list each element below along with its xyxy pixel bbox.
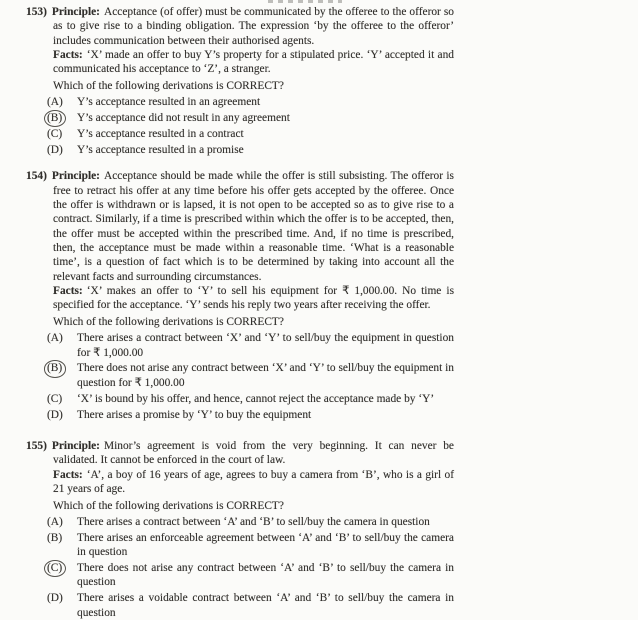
facts-label: Facts: bbox=[53, 468, 83, 481]
facts-text: ‘X’ makes an offer to ‘Y’ to sell his equipment for ₹ 1,000.00. No time is specified for the acceptance. ‘Y’ sends his reply two years after receiving the offer. bbox=[53, 285, 454, 312]
option-letter-text: (D) bbox=[47, 592, 63, 605]
option-letter bbox=[47, 95, 77, 109]
option-text: There arises a voidable contract between ‘A’ and ‘B’ to sell/buy the camera in question bbox=[77, 592, 454, 619]
option-letter bbox=[47, 591, 77, 620]
option-letter-text-circled: (B) bbox=[44, 360, 66, 377]
option-letter-text: (A) bbox=[47, 515, 63, 528]
option-row bbox=[47, 111, 454, 125]
facts-text: ‘A’, a boy of 16 years of age, agrees to buy a camera from ‘B’, who is a girl of 21 years of age. bbox=[53, 468, 454, 496]
option-row bbox=[47, 392, 454, 406]
principle-paragraph bbox=[26, 5, 454, 48]
option-letter-text: (A) bbox=[47, 332, 63, 345]
principle-text: Minor’s agreement is void from the very beginning. It can never be validated. It cannot be enforced in the court of law. bbox=[53, 440, 454, 467]
option-letter-text: (B) bbox=[47, 531, 63, 544]
option-letter bbox=[47, 361, 77, 390]
options-list bbox=[26, 515, 454, 620]
facts-paragraph bbox=[26, 468, 454, 497]
principle-label: Principle: bbox=[51, 6, 100, 18]
question-154 bbox=[26, 169, 454, 422]
scan-edge-artifact bbox=[268, 0, 342, 3]
option-text: Y’s acceptance resulted in a promise bbox=[77, 143, 244, 156]
facts-paragraph bbox=[26, 284, 454, 313]
principle-paragraph bbox=[26, 169, 454, 284]
option-letter-text: (D) bbox=[47, 408, 63, 421]
question-prompt: Which of the following derivations is CORRECT? bbox=[53, 499, 284, 512]
option-letter bbox=[47, 127, 77, 141]
principle-label: Principle: bbox=[51, 440, 100, 453]
option-letter-text: (C) bbox=[47, 128, 63, 141]
option-letter bbox=[47, 515, 77, 529]
question-prompt: Which of the following derivations is CORRECT? bbox=[53, 80, 284, 93]
option-letter-text: (D) bbox=[47, 143, 63, 156]
option-text: Y’s acceptance resulted in a contract bbox=[77, 128, 244, 141]
options-list bbox=[26, 95, 454, 157]
option-text: There does not arise any contract between ‘A’ and ‘B’ to sell/buy the camera in question bbox=[77, 562, 454, 589]
question-number: 155) bbox=[26, 440, 47, 453]
option-text: ‘X’ is bound by his offer, and hence, cannot reject the acceptance made by ‘Y’ bbox=[77, 392, 435, 405]
option-row bbox=[47, 591, 454, 620]
question-number: 153) bbox=[26, 6, 47, 18]
principle-text: Acceptance (of offer) must be communicated by the offeree to the offeror so as to give rise to a binding obligation. The expression ‘by the offeree to the offeror’ includes communication between their authorised agents. bbox=[53, 6, 454, 47]
option-row bbox=[47, 561, 454, 590]
option-letter bbox=[47, 531, 77, 560]
question-prompt: Which of the following derivations is CORRECT? bbox=[53, 316, 284, 329]
question-number: 154) bbox=[26, 170, 47, 183]
option-letter bbox=[47, 331, 77, 360]
option-text: There arises a promise by ‘Y’ to buy the equipment bbox=[77, 408, 312, 421]
option-text: There arises a contract between ‘A’ and ‘B’ to sell/buy the camera in question bbox=[77, 515, 430, 528]
option-letter bbox=[47, 143, 77, 157]
facts-label: Facts: bbox=[53, 285, 83, 298]
question-155 bbox=[26, 439, 454, 620]
principle-label: Principle: bbox=[51, 170, 100, 183]
option-row bbox=[47, 408, 454, 422]
option-letter bbox=[47, 392, 77, 406]
option-row bbox=[47, 95, 454, 109]
option-text: There arises an enforceable agreement between ‘A’ and ‘B’ to sell/buy the camera in question bbox=[77, 531, 454, 559]
principle-text: Acceptance should be made while the offer is still subsisting. The offeror is free to retract his offer at any time before his offer gets accepted by the offeree. Once the offer is withdrawn or is lapsed, it is not open to be accepted so as to give rise to a contract. Similarly, if a time is prescribed within which the offer is to be accepted, then, the offer must be accepted within the prescribed time. And, if no time is prescribed, then, the acceptance must be made within a reasonable time. ‘What is a reasonable time’, is a question of fact which is to be determined by taking into account all the relevant facts and surrounding circumstances. bbox=[53, 170, 454, 283]
facts-label: Facts: bbox=[53, 49, 83, 62]
option-letter-text-circled: (C) bbox=[44, 560, 66, 577]
option-letter bbox=[47, 408, 77, 422]
question-153 bbox=[26, 5, 454, 157]
option-text: There arises a contract between ‘X’ and ‘Y’ to sell/buy the equipment in question for ₹ 1,000.00 bbox=[77, 332, 454, 359]
option-letter-text: (C) bbox=[47, 392, 63, 405]
option-text: Y’s acceptance did not result in any agreement bbox=[77, 112, 290, 125]
option-row bbox=[47, 331, 454, 360]
option-letter-text: (A) bbox=[47, 96, 63, 109]
option-text: Y’s acceptance resulted in an agreement bbox=[77, 96, 261, 109]
option-row bbox=[47, 143, 454, 157]
options-list bbox=[26, 331, 454, 422]
option-row bbox=[47, 531, 454, 560]
option-row bbox=[47, 515, 454, 529]
option-text: There does not arise any contract between ‘X’ and ‘Y’ to sell/buy the equipment in question for ₹ 1,000.00 bbox=[77, 362, 454, 389]
option-letter bbox=[47, 561, 77, 590]
option-row bbox=[47, 127, 454, 141]
option-row bbox=[47, 361, 454, 390]
facts-paragraph bbox=[26, 48, 454, 77]
option-letter-text-circled: (B) bbox=[44, 110, 66, 127]
option-letter bbox=[47, 111, 77, 125]
facts-text: ‘X’ made an offer to buy Y’s property for a stipulated price. ‘Y’ accepted it and communicated his acceptance to ‘Z’, a stranger. bbox=[53, 49, 454, 76]
principle-paragraph bbox=[26, 439, 454, 468]
